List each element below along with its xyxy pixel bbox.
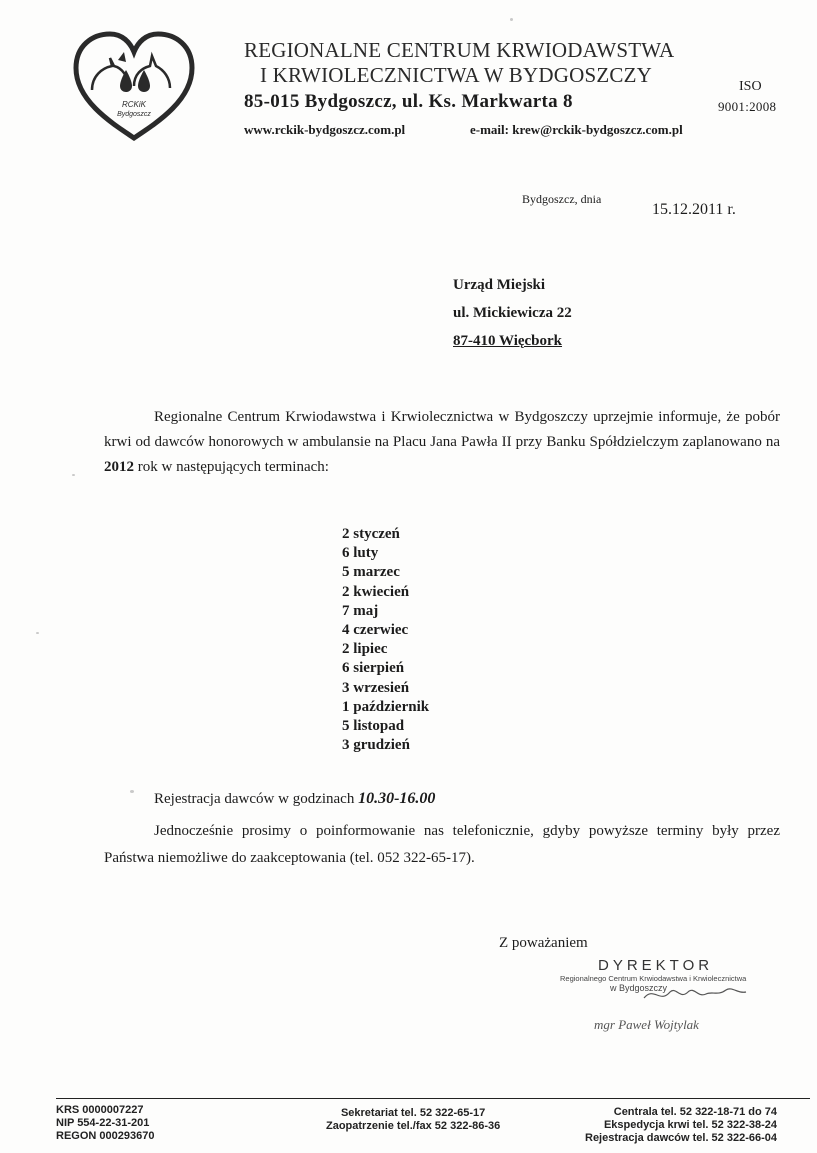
schedule-item: 3 grudzień — [342, 737, 410, 754]
request-paragraph — [104, 818, 780, 872]
intro-text-2: rok w następujących terminach: — [134, 459, 329, 475]
footer-registry — [56, 1104, 154, 1143]
schedule-item: 2 lipiec — [342, 641, 388, 658]
signer-name: mgr Paweł Wojtylak — [594, 1017, 699, 1032]
footer-switchboard: Centrala tel. 52 322-18-71 do 74 — [613, 1106, 777, 1118]
schedule-item: 2 kwiecień — [342, 583, 410, 600]
stamp-title: DYREKTOR — [598, 957, 714, 974]
schedule-item: 2 styczeń — [342, 526, 400, 542]
recipient-name: Urząd Miejski — [453, 277, 546, 293]
stamp-city: w Bydgoszczy — [610, 983, 668, 993]
schedule-item: 3 wrzesień — [342, 679, 410, 696]
scan-speck — [36, 632, 39, 634]
recipient-street: ul. Mickiewicza 22 — [453, 305, 572, 321]
org-website: www.rckik-bydgoszcz.com.pl — [244, 122, 406, 137]
schedule-list — [342, 525, 429, 755]
schedule-item: 7 maj — [342, 602, 379, 619]
logo-text-1: RCKiK — [121, 100, 147, 109]
iso-label: ISO — [739, 79, 762, 94]
org-address: 85-015 Bydgoszcz, ul. Ks. Markwarta 8 — [244, 91, 573, 112]
intro-text-1: Regionalne Centrum Krwiodawstwa i Krwiolecznictwa w Bydgoszczy uprzejmie informuje, że pobór krwi od dawców honorowych w ambulansie na Placu Jana Pawła II przy Banku Spółdzielczym zaplanowano na — [104, 409, 780, 450]
org-name-line1: REGIONALNE CENTRUM KRWIODAWSTWA — [244, 38, 675, 62]
scan-speck — [130, 790, 134, 793]
org-name-line2: I KRWIOLECZNICTWA W BYDGOSZCZY — [260, 63, 652, 87]
footer-krs: KRS 0000007227 — [56, 1104, 144, 1116]
handwritten-signature — [640, 978, 750, 1008]
registration-label: Rejestracja dawców w godzinach — [154, 791, 359, 807]
footer-contacts-middle — [326, 1107, 500, 1133]
intro-paragraph — [104, 405, 780, 480]
request-text: Jednocześnie prosimy o poinformowanie nas telefonicznie, gdyby powyższe terminy były przez Państwa niemożliwe do zaakceptowania (tel. 052 322-65-17). — [104, 823, 780, 866]
closing-regards: Z poważaniem — [499, 935, 588, 951]
schedule-item: 5 listopad — [342, 718, 405, 735]
footer-donor-registration: Rejestracja dawców tel. 52 322-66-04 — [585, 1132, 777, 1144]
footer-divider — [56, 1098, 810, 1099]
schedule-item: 5 marzec — [342, 564, 400, 581]
registration-hours: 10.30-16.00 — [358, 790, 436, 807]
schedule-item: 4 czerwiec — [342, 622, 409, 639]
footer-supply: Zaopatrzenie tel./fax 52 322-86-36 — [326, 1120, 501, 1132]
dateline-place: Bydgoszcz, dnia — [522, 192, 602, 206]
schedule-item: 6 sierpień — [342, 660, 405, 677]
stamp-institution: Regionalnego Centrum Krwiodawstwa i Krwiolecznictwa — [560, 974, 747, 983]
logo-text-2: Bydgoszcz — [117, 111, 151, 118]
intro-year: 2012 — [104, 459, 134, 475]
iso-number: 9001:2008 — [718, 99, 777, 114]
org-email: e-mail: krew@rckik-bydgoszcz.com.pl — [470, 122, 683, 137]
footer-regon: REGON 000293670 — [56, 1130, 155, 1142]
scan-speck — [72, 474, 75, 476]
schedule-item: 1 październik — [342, 698, 430, 715]
schedule-item: 6 luty — [342, 545, 379, 562]
footer-secretariat: Sekretariat tel. 52 322-65-17 — [340, 1107, 486, 1119]
registration-line — [154, 790, 435, 808]
dateline-date: 15.12.2011 r. — [652, 201, 736, 218]
footer-blood-dispatch: Ekspedycja krwi tel. 52 322-38-24 — [603, 1119, 777, 1131]
footer-contacts-right — [585, 1106, 777, 1145]
scan-speck — [510, 18, 513, 21]
footer-nip: NIP 554-22-31-201 — [56, 1117, 150, 1129]
rckik-heart-logo — [70, 30, 198, 142]
recipient-postal-city: 87-410 Więcbork — [453, 333, 563, 349]
